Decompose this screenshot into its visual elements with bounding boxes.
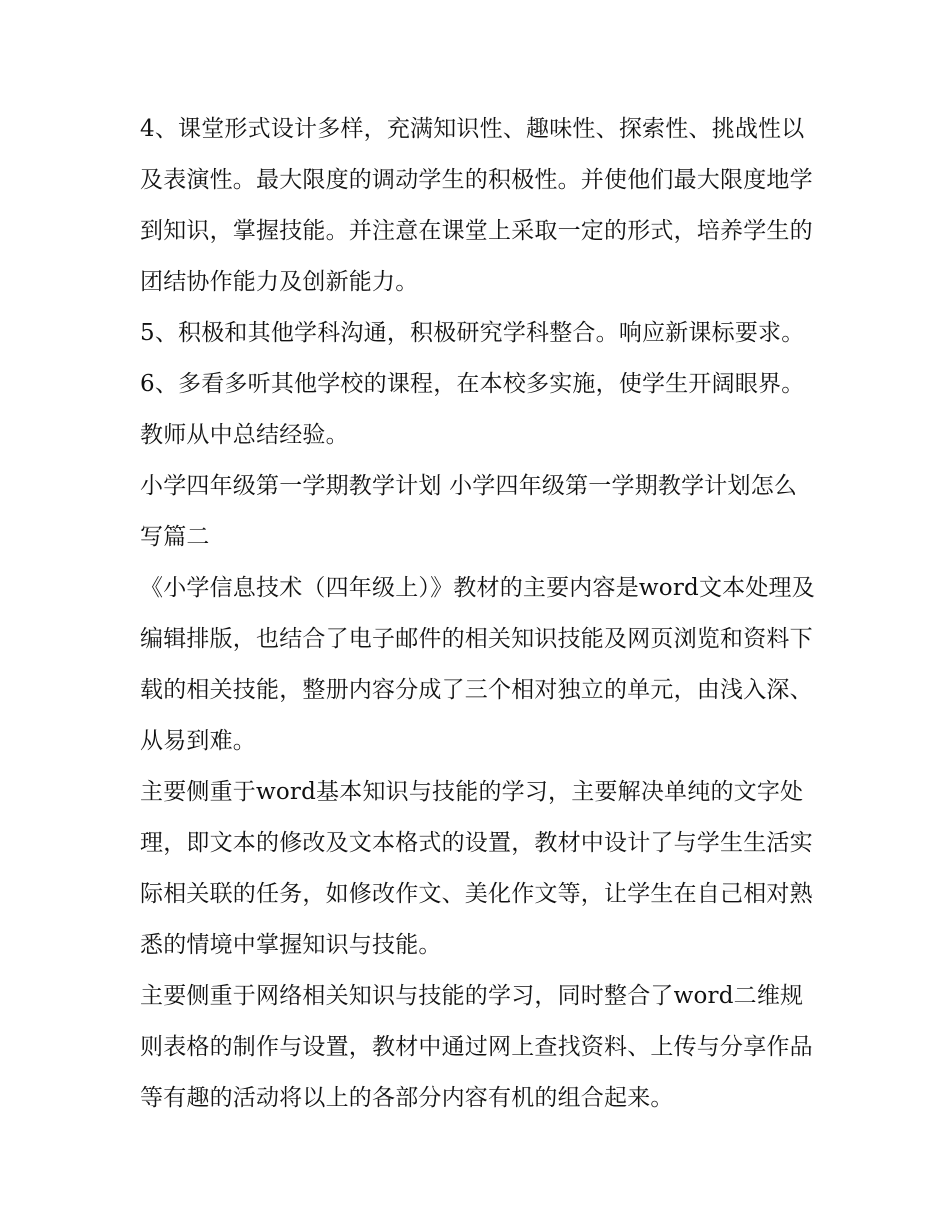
paragraph-network-skills: 主要侧重于网络相关知识与技能的学习，同时整合了word二维规则表格的制作与设置，教材中通过网上查找资料、上传与分享作品等有趣的活动将以上的各部分内容有机的组合起来。 — [140, 983, 813, 1111]
paragraph-item-4: 4、课堂形式设计多样，充满知识性、趣味性、探索性、挑战性以及表演性。最大限度的调动学生的积极性。并使他们最大限度地学到知识，掌握技能。并注意在课堂上采取一定的形式，培养学生的团结协作能力及创新能力。 — [140, 116, 813, 295]
document-body — [140, 104, 815, 1124]
paragraph-textbook-overview: 《小学信息技术（四年级上）》教材的主要内容是word文本处理及编辑排版，也结合了电子邮件的相关知识技能及网页浏览和资料下载的相关技能，整册内容分成了三个相对独立的单元，由浅入深、从易到难。 — [140, 575, 815, 754]
paragraph-item-5-6: 5、积极和其他学科沟通，积极研究学科整合。响应新课标要求。 6、多看多听其他学校的课程，在本校多实施，使学生开阔眼界。教师从中总结经验。 — [140, 320, 805, 448]
paragraph-word-skills: 主要侧重于word基本知识与技能的学习，主要解决单纯的文字处理，即文本的修改及文本格式的设置，教材中设计了与学生生活实际相关联的任务，如修改作文、美化作文等，让学生在自己相对熟悉的情境中掌握知识与技能。 — [140, 779, 813, 958]
section-heading: 小学四年级第一学期教学计划 小学四年级第一学期教学计划怎么写篇二 — [140, 473, 798, 550]
